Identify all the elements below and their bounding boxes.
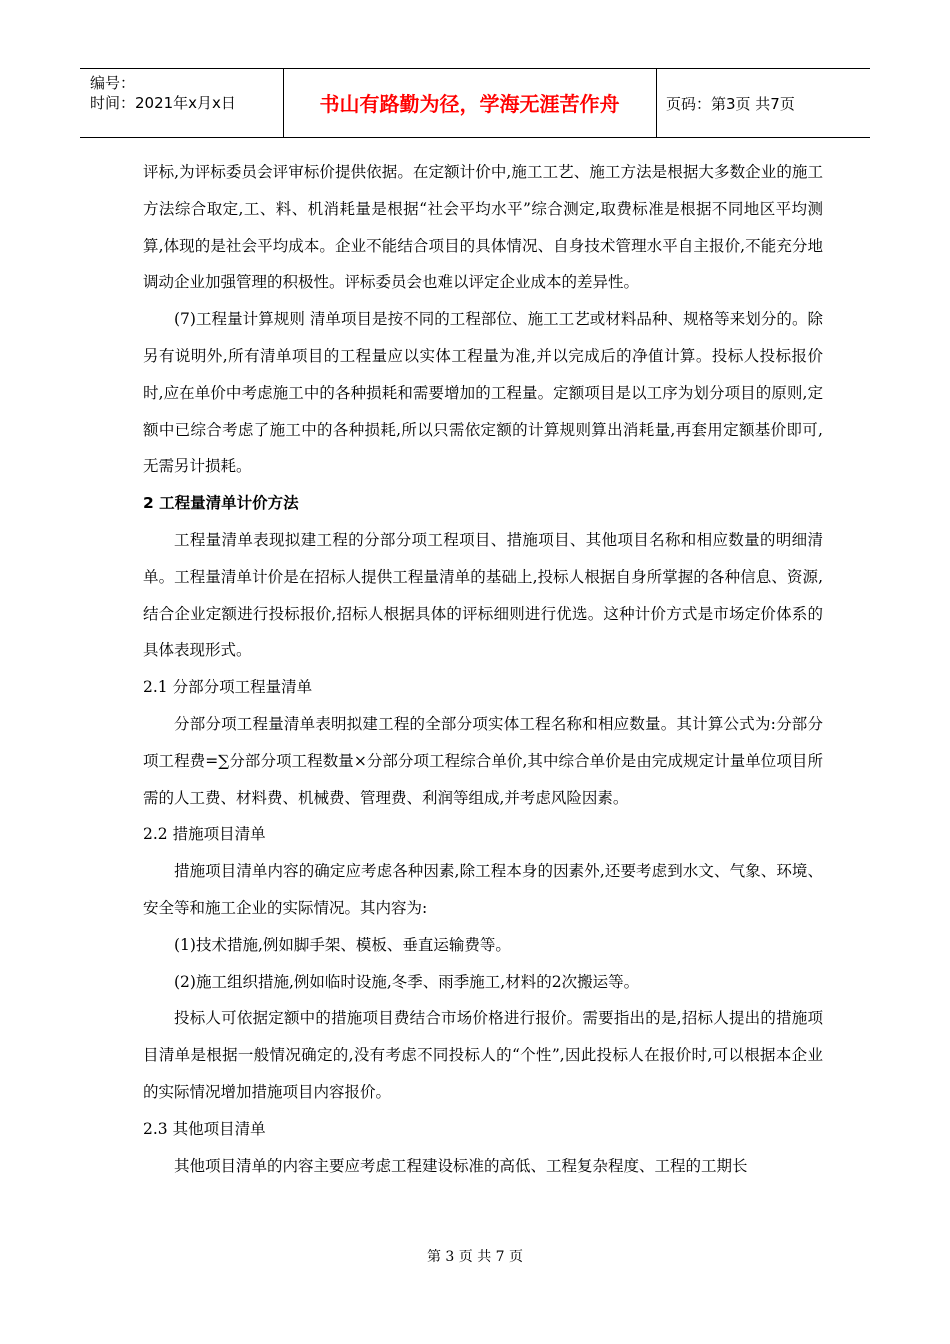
header-page-label: 页码：第3页 共7页 <box>666 95 795 113</box>
section-heading-2: 2 工程量清单计价方法 <box>143 494 299 513</box>
section-heading-2-2: 2.2 措施项目清单 <box>143 825 266 844</box>
document-number-label: 编号： <box>90 74 136 92</box>
paragraph-evaluation-continued: 评标,为评标委员会评审标价提供依据。在定额计价中,施工工艺、施工方法是根据大多数企业的施工方法综合取定,工、料、机消耗量是根据“社会平均水平”综合测定,取费标准是根据不同地区平均测算,体现的是社会平均成本。企业不能结合项目的具体情况、自身技术管理水平自主报价,不能充分地调动企业加强管理的积极性。评标委员会也难以评定企业成本的差异性。 <box>143 163 823 292</box>
page-footer: 第 3 页 共 7 页 <box>426 1249 524 1265</box>
header-motto: 书山有路勤为径，学海无涯苦作舟 <box>319 92 620 116</box>
document-body <box>143 154 823 1184</box>
paragraph-subdivision-formula: 分部分项工程量清单表明拟建工程的全部分项实体工程名称和相应数量。其计算公式为:分部分项工程费=∑分部分项工程数量×分部分项工程综合单价,其中综合单价是由完成规定计量单位项目所需的人工费、材料费、机械费、管理费、利润等组成,并考虑风险因素。 <box>143 714 823 807</box>
section-heading-2-3: 2.3 其他项目清单 <box>143 1119 266 1138</box>
paragraph-other-items: 其他项目清单的内容主要应考虑工程建设标准的高低、工程复杂程度、工程的工期长 <box>174 1156 748 1175</box>
paragraph-quantity-rules: (7)工程量计算规则 清单项目是按不同的工程部位、施工工艺或材料品种、规格等来划分的。除另有说明外,所有清单项目的工程量应以实体工程量为准,并以完成后的净值计算。投标人投标报价时,应在单价中考虑施工中的各种损耗和需要增加的工程量。定额项目是以工序为划分项目的原则,定额中已综合考虑了施工中的各种损耗,所以只需依定额的计算规则算出消耗量,再套用定额基价即可,无需另计损耗。 <box>143 310 823 476</box>
paragraph-measures-intro: 措施项目清单内容的确定应考虑各种因素,除工程本身的因素外,还要考虑到水文、气象、环境、安全等和施工企业的实际情况。其内容为: <box>143 862 823 917</box>
page-header <box>80 68 870 138</box>
paragraph-measures-pricing: 投标人可依据定额中的措施项目费结合市场价格进行报价。需要指出的是,招标人提出的措施项目清单是根据一般情况确定的,没有考虑不同投标人的“个性”,因此投标人在报价时,可以根据本企业的实际情况增加措施项目内容报价。 <box>143 1009 823 1101</box>
list-item-organization-measures: (2)施工组织措施,例如临时设施,冬季、雨季施工,材料的2次搬运等。 <box>174 972 640 991</box>
document-time-label: 时间：2021年x月x日 <box>90 94 236 112</box>
section-heading-2-1: 2.1 分部分项工程量清单 <box>143 678 313 697</box>
header-divider-right <box>656 69 657 137</box>
list-item-technical-measures: (1)技术措施,例如脚手架、模板、垂直运输费等。 <box>174 935 511 954</box>
header-meta <box>90 73 282 113</box>
paragraph-bill-of-quantities: 工程量清单表现拟建工程的分部分项工程项目、措施项目、其他项目名称和相应数量的明细清单。工程量清单计价是在招标人提供工程量清单的基础上,投标人根据自身所掌握的各种信息、资源,结合企业定额进行投标报价,招标人根据具体的评标细则进行优选。这种计价方式是市场定价体系的具体表现形式。 <box>143 530 823 660</box>
